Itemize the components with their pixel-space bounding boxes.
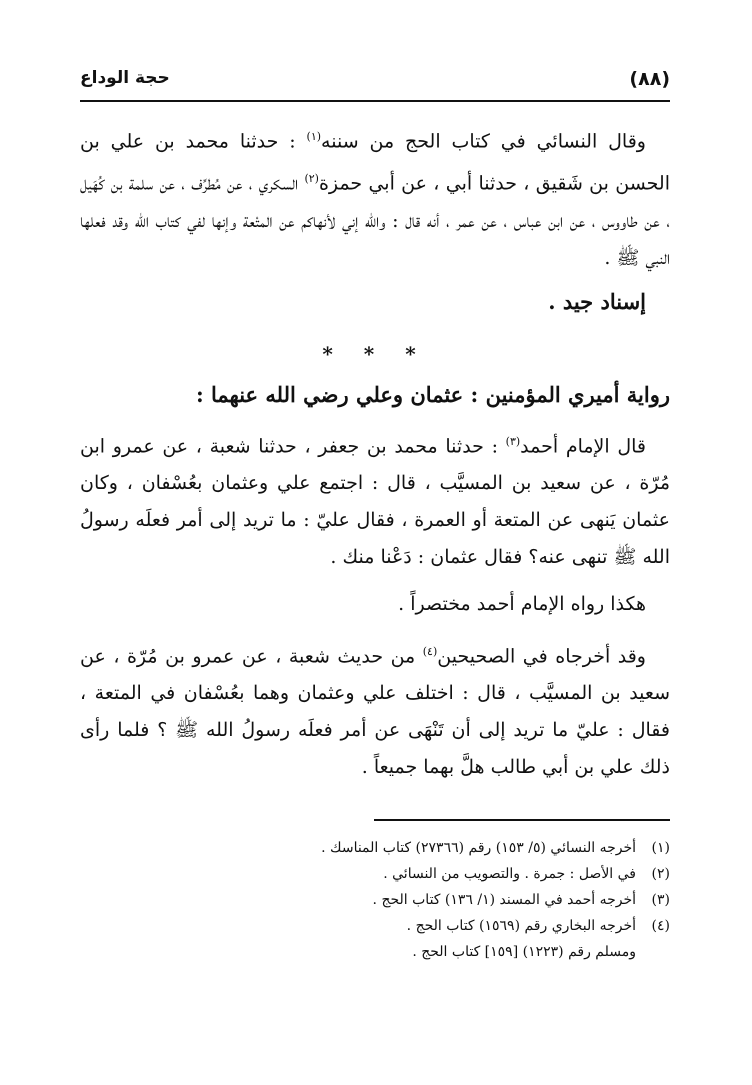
paragraph-text: قال الإمام أحمد bbox=[520, 434, 646, 457]
footnote-ref-3: (٣) bbox=[505, 434, 521, 448]
section-heading: رواية أميري المؤمنين : عثمان وعلي رضي الله عنهما : bbox=[195, 381, 670, 407]
paragraph-ahmad bbox=[80, 423, 670, 576]
footnote-ref-4: (٤) bbox=[422, 644, 438, 658]
page-header bbox=[80, 66, 670, 100]
paragraph-nasai bbox=[80, 118, 670, 277]
paragraph-summary: هكذا رواه الإمام أحمد مختصراً . bbox=[398, 592, 646, 615]
paragraph-text: : حدثنا محمد بن علي بن الحسن بن شَقيق ، حدثنا أبي ، عن أبي حمزة bbox=[80, 130, 670, 195]
spacer bbox=[80, 623, 670, 633]
main-text bbox=[80, 118, 670, 786]
footnote-rule bbox=[374, 819, 670, 821]
isnad-grade: إسناد جيد . bbox=[548, 288, 646, 314]
footnote-number: (٤) bbox=[651, 918, 670, 934]
paragraph-sahihayn bbox=[80, 633, 670, 786]
footnote-number: (٣) bbox=[651, 892, 670, 908]
footnote-3 bbox=[80, 887, 670, 913]
footnote-number: (١) bbox=[651, 840, 670, 856]
footnote-1 bbox=[80, 835, 670, 861]
section-separator: * * * bbox=[322, 341, 428, 366]
footnote-text: أخرجه أحمد في المسند (١/ ١٣٦) كتاب الحج . bbox=[372, 892, 636, 908]
paragraph-text: السكري ، عن مُطرِّف ، عن سلمة بن كُهَيل ، عن طاووس ، عن ابن عباس ، عن عمر ، أنه قال : والله إني لأنهاكم عن المتْعة وإنها لفي كتاب الله وقد فعلها النبي ﷺ . bbox=[80, 172, 670, 269]
footnote-2 bbox=[80, 861, 670, 887]
page-number: (٨٨) bbox=[629, 68, 670, 90]
footnote-text: في الأصل : جمرة . والتصويب من النسائي . bbox=[383, 866, 636, 882]
footnote-ref-2: (٢) bbox=[304, 172, 319, 186]
spacer bbox=[80, 576, 670, 586]
paragraph-text: من حديث شعبة ، عن عمرو بن مُرّة ، عن سعيد بن المسيَّب ، قال : اختلف علي وعثمان وهما بعُسْفان في المتعة ، فقال : عليّ ما تريد إلى أن تَنْهَى عن أمر فعلَه رسولُ الله ﷺ ؟ فلما رأى ذلك علي بن أبي طالب هلَّ بهما جميعاً . bbox=[80, 645, 670, 779]
header-rule bbox=[80, 100, 670, 102]
footnote-4 bbox=[80, 913, 670, 939]
running-title: حجة الوداع bbox=[80, 68, 170, 88]
paragraph-text: وقد أخرجاه في الصحيحين bbox=[437, 645, 646, 668]
footnote-text: أخرجه البخاري رقم (١٥٦٩) كتاب الحج . bbox=[406, 918, 636, 934]
paragraph-text: : حدثنا محمد بن جعفر ، حدثنا شعبة ، عن عمرو ابن مُرّة ، عن سعيد بن المسيَّب ، قال : اجتمع علي وعثمان بعُسْفان ، وكان عثمان يَنهى عن المتعة أو العمرة ، فقال عليّ : ما تريد إلى أمر فعلَه رسولُ الله ﷺ تنهى عنه؟ فقال عثمان : دَعْنا منك . bbox=[80, 434, 670, 568]
footnote-ref-1: (١) bbox=[306, 130, 322, 143]
paragraph-text: وقال النسائي في كتاب الحج من سننه bbox=[321, 130, 646, 153]
footnote-text: ومسلم رقم (١٢٢٣) [١٥٩] كتاب الحج . bbox=[412, 944, 636, 960]
footnotes bbox=[80, 835, 670, 965]
footnote-text: أخرجه النسائي (٥/ ١٥٣) رقم (٢٧٣٦٦) كتاب المناسك . bbox=[321, 840, 636, 856]
footnote-number: (٢) bbox=[651, 866, 670, 882]
footnote-4-continued bbox=[80, 939, 670, 965]
